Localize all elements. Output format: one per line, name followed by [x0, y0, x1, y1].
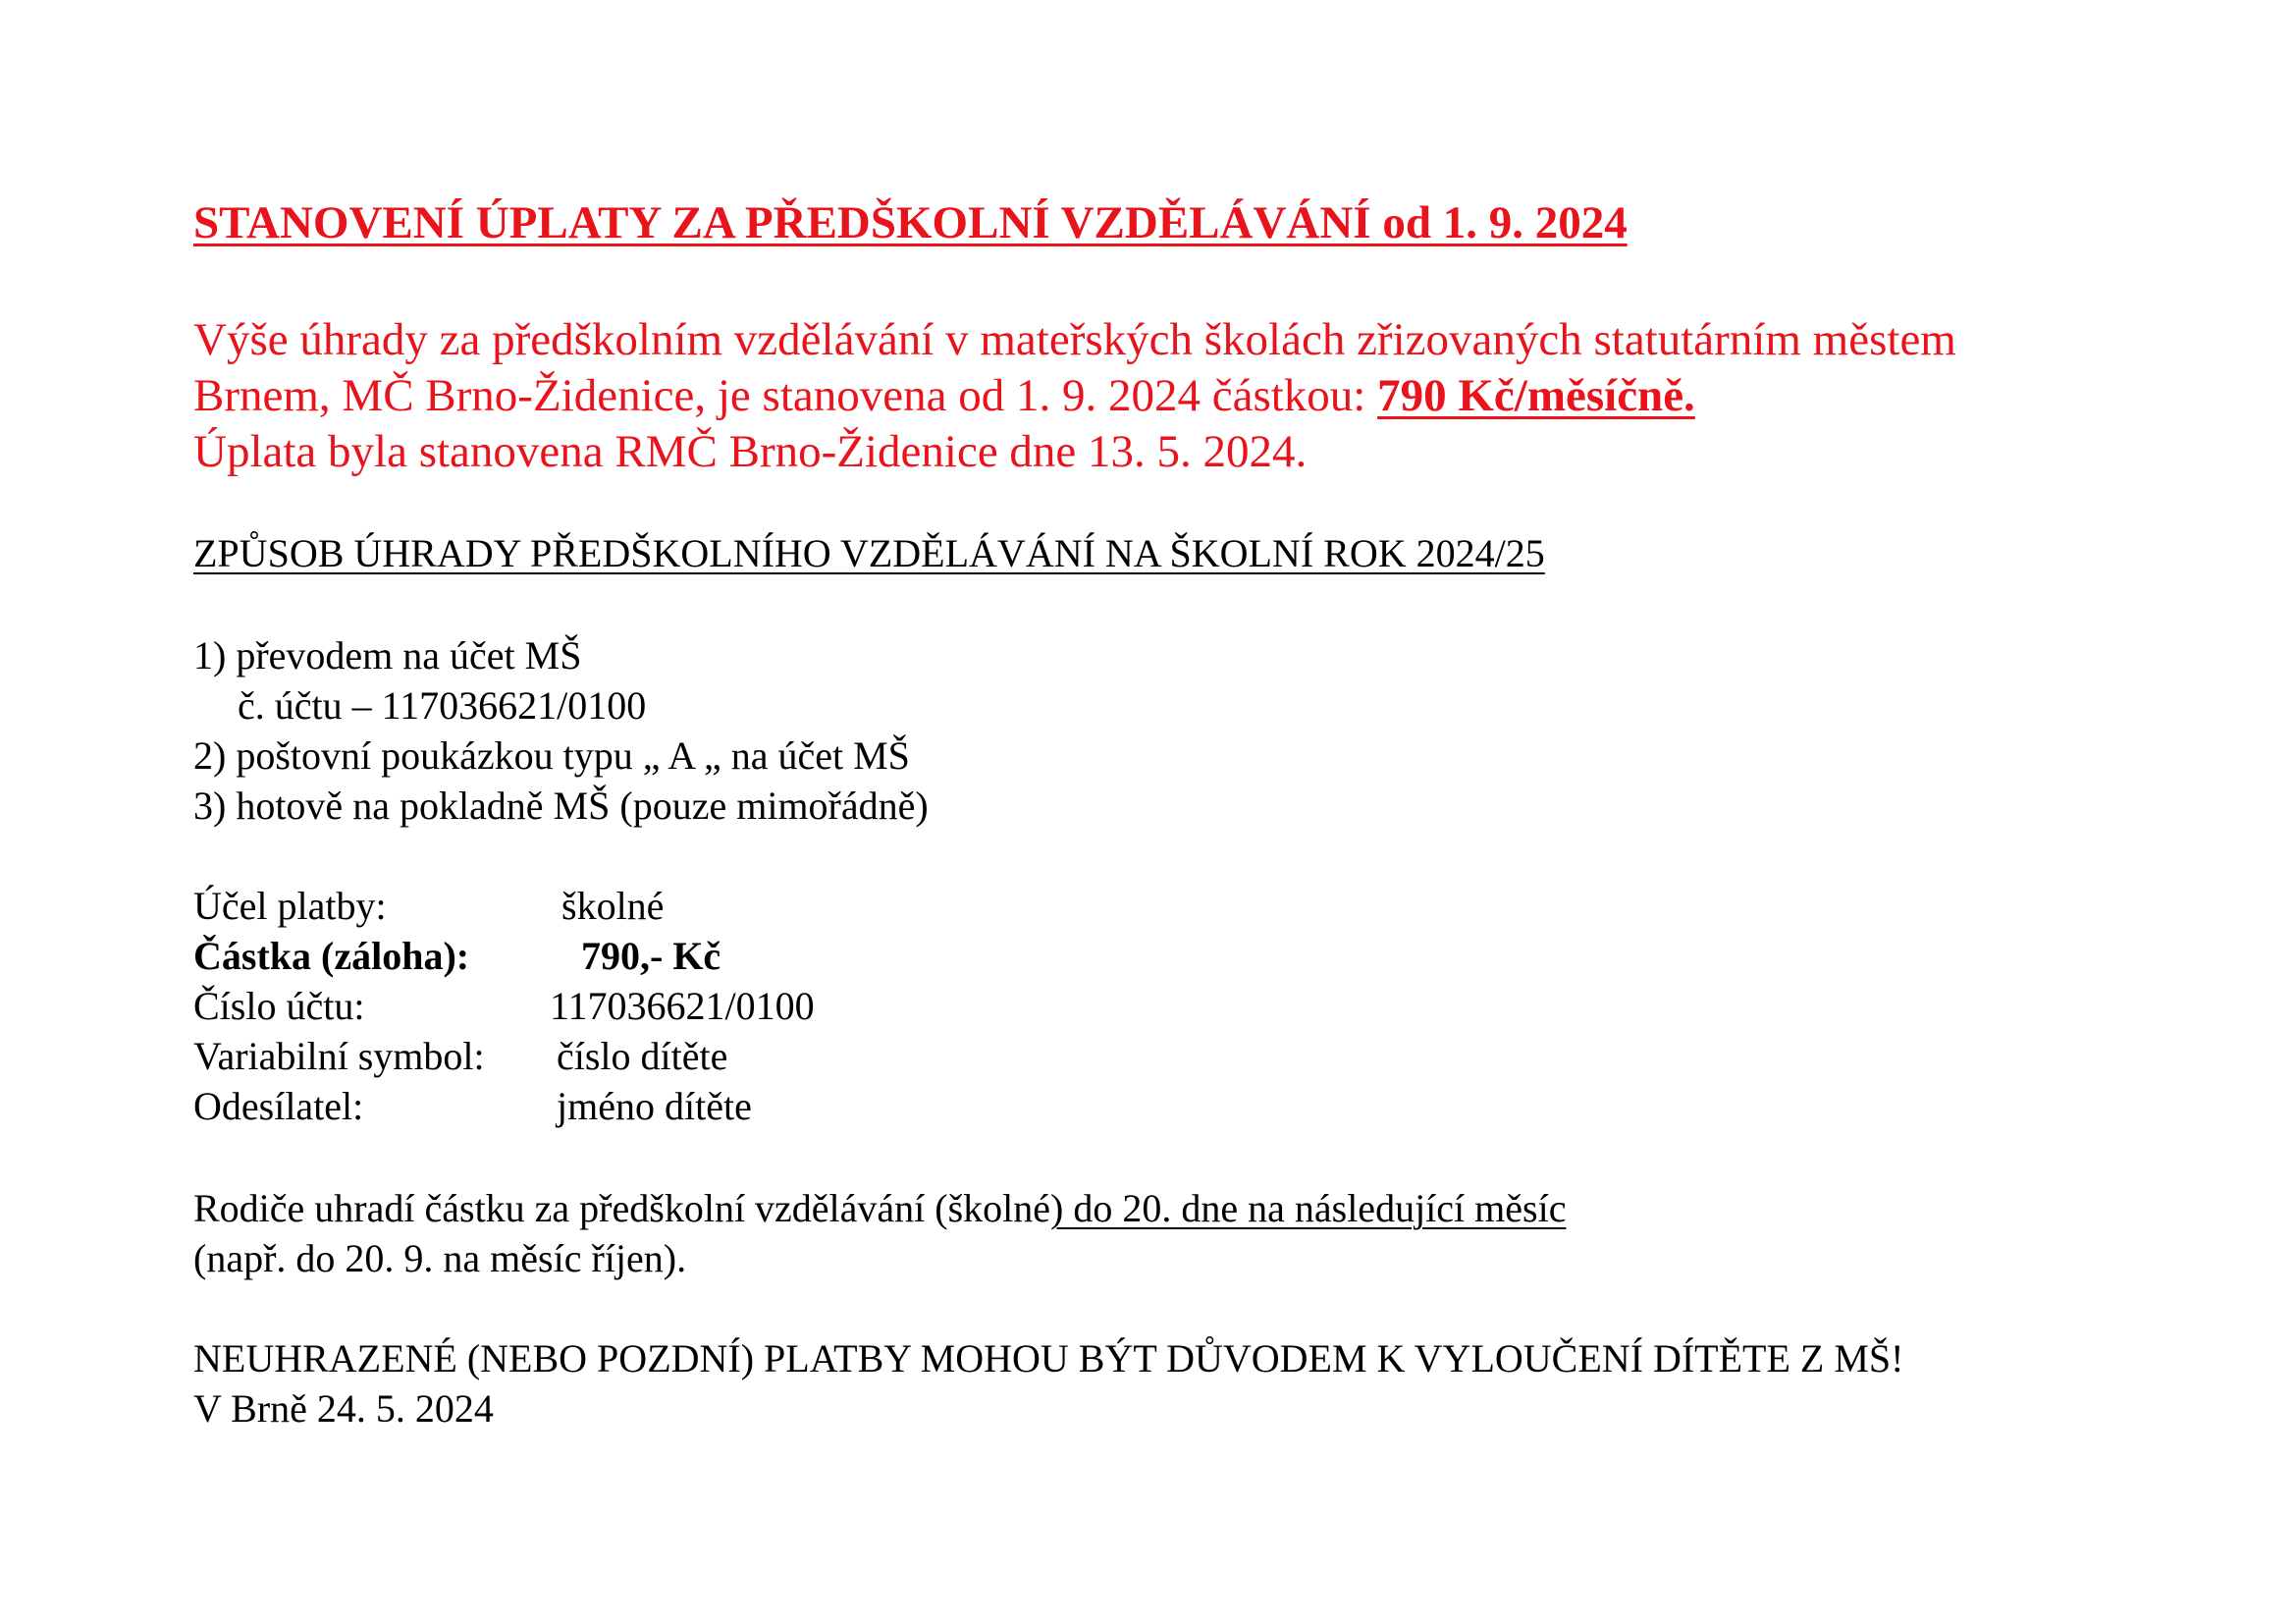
payment-method-1: 1) převodem na účet MŠ — [193, 633, 582, 677]
account-number-line: č. účtu – 117036621/0100 — [238, 683, 647, 728]
detail-value-sender: jméno dítěte — [557, 1084, 752, 1128]
deadline-date: ) do 20. dne na následující měsíc — [1050, 1186, 1567, 1230]
payment-method-2: 2) poštovní poukázkou typu „ A „ na účet MŠ — [193, 733, 910, 778]
detail-value-variable-symbol: číslo dítěte — [557, 1034, 728, 1078]
detail-label-account: Číslo účtu: — [193, 984, 365, 1028]
document-title: STANOVENÍ ÚPLATY ZA PŘEDŠKOLNÍ VZDĚLÁVÁNÍ od 1. 9. 2024 — [193, 197, 1628, 248]
payment-method-3: 3) hotově na pokladně MŠ (pouze mimořádně) — [193, 784, 929, 828]
intro-line-3: Úplata byla stanovena RMČ Brno-Židenice dne 13. 5. 2024. — [193, 426, 1308, 477]
deadline-text: Rodiče uhradí částku za předškolní vzdělávání (školné — [193, 1186, 1051, 1230]
detail-value-account: 117036621/0100 — [550, 984, 815, 1028]
intro-line-2-text: Brnem, MČ Brno-Židenice, je stanovena od 1. 9. 2024 částkou: — [193, 370, 1378, 421]
deadline-line-1 — [193, 1183, 1566, 1233]
detail-value-amount: 790,- Kč — [581, 934, 721, 978]
warning-text: NEUHRAZENÉ (NEBO POZDNÍ) PLATBY MOHOU BÝT DŮVODEM K VYLOUČENÍ DÍTĚTE Z MŠ! — [193, 1336, 1904, 1380]
detail-label-amount: Částka (záloha): — [193, 934, 470, 978]
intro-line-1: Výše úhrady za předškolním vzdělávání v mateřských školách zřizovaných statutárním městem — [193, 314, 1956, 365]
payment-heading: ZPŮSOB ÚHRADY PŘEDŠKOLNÍHO VZDĚLÁVÁNÍ NA ŠKOLNÍ ROK 2024/25 — [193, 531, 1545, 575]
intro-line-2 — [193, 368, 1695, 424]
signature-date: V Brně 24. 5. 2024 — [193, 1386, 494, 1431]
detail-label-purpose: Účel platby: — [193, 884, 387, 928]
monthly-amount: 790 Kč/měsíčně. — [1377, 370, 1695, 421]
detail-value-purpose: školné — [561, 884, 665, 928]
deadline-line-2: (např. do 20. 9. na měsíc říjen). — [193, 1236, 687, 1280]
detail-label-sender: Odesílatel: — [193, 1084, 364, 1128]
detail-label-variable-symbol: Variabilní symbol: — [193, 1034, 485, 1078]
